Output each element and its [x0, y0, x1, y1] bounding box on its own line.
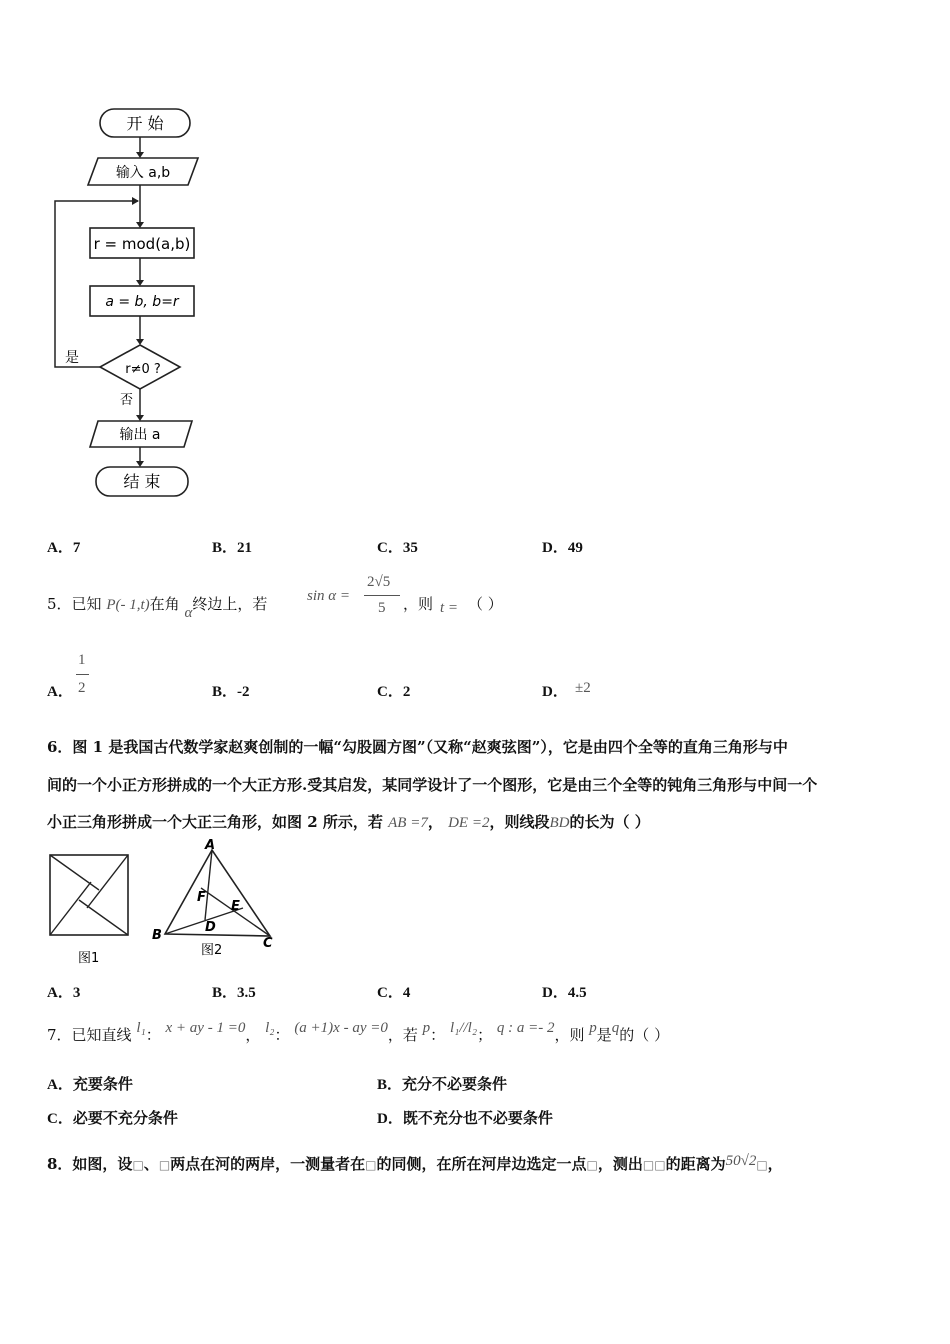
q7-option-a[interactable]: A．充要条件 — [47, 1077, 133, 1093]
q5-text: 终边上，若 — [192, 595, 268, 613]
flow-step2-label: a = b, b=r — [105, 294, 179, 310]
q4-option-c[interactable]: C．35 — [377, 540, 418, 556]
q7-text: 的（ ） — [619, 1026, 670, 1044]
flow-output-label: 输出 a — [119, 427, 161, 443]
q7-eq2: (a +1)x - ay =0 — [294, 1020, 388, 1036]
q7-text: ，则 — [554, 1026, 585, 1044]
question-5 — [47, 594, 268, 621]
fig2-point-e: E — [231, 899, 240, 914]
question-8 — [47, 1154, 783, 1175]
q5-frac-bar — [364, 595, 400, 596]
q5-then: ，则 — [403, 595, 434, 613]
figure-2 — [145, 838, 290, 963]
q6-text: 小正三角形拼成一个大正三角形，如图 2 所示，若 — [47, 813, 383, 831]
q7-q: q : a =- 2 — [496, 1020, 555, 1036]
fig2-label: 图2 — [201, 943, 223, 958]
q7-text: ， — [245, 1026, 261, 1044]
q8-missing-glyph: □ — [586, 1158, 598, 1172]
q6-line-2: 间的一个小正方形拼成的一个大正方形.受其启发，某同学设计了一个图形，它是由三个全等的钝角三角形与中间一个 — [47, 776, 818, 794]
flow-start-label: 开 始 — [126, 114, 164, 133]
q8-text: ， — [767, 1155, 783, 1173]
q5-option-c[interactable]: C．2 — [377, 684, 411, 700]
q5-opt-a-num: 1 — [78, 652, 86, 668]
fig2-point-b: B — [152, 928, 162, 943]
q5-paren: （ ） — [468, 595, 503, 613]
flow-input-label: 输入 a,b — [115, 165, 171, 181]
q5-number: 5． — [47, 595, 72, 613]
q7-l2: l₂ — [265, 1020, 275, 1036]
q8-distance: 50√2 — [725, 1153, 757, 1169]
flow-step1-label: r = mod(a,b) — [93, 235, 191, 253]
q8-missing-glyph: □ — [642, 1158, 655, 1172]
q8-missing-glyph: □ — [365, 1158, 377, 1172]
flow-no-label: 否 — [120, 393, 134, 408]
q8-text: 8．如图，设 — [47, 1155, 133, 1173]
q8-text: 、 — [143, 1155, 159, 1173]
q6-de: DE =2 — [448, 815, 490, 831]
q5-alpha: α — [184, 605, 193, 621]
q7-option-c[interactable]: C．必要不充分条件 — [47, 1111, 178, 1127]
q7-text: ； — [477, 1026, 493, 1044]
q5-text: 已知 — [71, 595, 102, 613]
q7-parallel: l₁//l₂ — [449, 1020, 478, 1036]
q6-line-1: 6．图 1 是我国古代数学家赵爽创制的一幅“勾股圆方图”（又称“赵爽弦图”），它是由四个全等的直角三角形与中 — [47, 738, 788, 756]
q5-opt-a-den: 2 — [78, 680, 86, 696]
q8-missing-glyph: □ — [158, 1158, 171, 1172]
q6-option-d[interactable]: D．4.5 — [542, 985, 587, 1001]
q5-point: P(- 1,t) — [106, 597, 150, 613]
q5-opt-d-val: ±2 — [575, 680, 591, 696]
q6-option-c[interactable]: C．4 — [377, 985, 411, 1001]
fig1-label: 图1 — [78, 951, 100, 966]
q8-missing-glyph: □ — [654, 1158, 666, 1172]
q7-q2: q — [611, 1020, 620, 1036]
q6-option-a[interactable]: A．3 — [47, 985, 81, 1001]
q6-text: ，则线段 — [489, 813, 550, 831]
q7-text: ： — [145, 1026, 161, 1044]
q5-text: 在角 — [149, 595, 180, 613]
q8-text: 两点在河的两岸，一测量者在 — [170, 1155, 366, 1173]
q7-text: 7．已知直线 — [47, 1026, 132, 1044]
q7-option-d[interactable]: D．既不充分也不必要条件 — [377, 1111, 553, 1127]
q7-p2: p — [589, 1020, 597, 1036]
fig2-point-d: D — [205, 920, 216, 935]
q8-missing-glyph: □ — [756, 1158, 768, 1172]
fig2-point-c: C — [263, 936, 273, 951]
q6-bd: BD — [549, 815, 570, 831]
q7-option-b[interactable]: B．充分不必要条件 — [377, 1077, 508, 1093]
q6-line-3 — [47, 812, 650, 833]
q5-t-eq: t = — [440, 600, 459, 616]
q6-text: 的长为（ ） — [569, 813, 650, 831]
q8-text: 的同侧，在所在河岸边选定一点 — [376, 1155, 587, 1173]
q5-frac-num: 2√5 — [367, 574, 391, 590]
flow-yes-label: 是 — [65, 350, 79, 366]
q6-ab: AB =7 — [388, 815, 428, 831]
q8-text: 的距离为 — [665, 1155, 726, 1173]
q5-sin: sin α = — [307, 588, 351, 604]
q6-text: ， — [427, 813, 443, 831]
q7-eq1: x + ay - 1 =0 — [165, 1020, 246, 1036]
q8-missing-glyph: □ — [132, 1158, 144, 1172]
q4-option-b[interactable]: B．21 — [212, 540, 253, 556]
q7-text: ，若 — [387, 1026, 418, 1044]
flow-condition-label: r≠0 ? — [125, 362, 161, 377]
q7-p: p — [422, 1020, 431, 1036]
question-7 — [47, 1020, 670, 1046]
q5-frac-den: 5 — [378, 600, 386, 616]
figure-1 — [45, 850, 135, 970]
q8-text: ，测出 — [597, 1155, 643, 1173]
q4-option-a[interactable]: A．7 — [47, 540, 81, 556]
q7-l1: l₁ — [136, 1020, 146, 1036]
q5-option-a[interactable]: A． — [47, 684, 73, 700]
q5-option-d[interactable]: D． — [542, 684, 568, 700]
q5-opt-a-bar — [76, 674, 89, 675]
fig2-point-f: F — [197, 890, 206, 905]
q4-option-d[interactable]: D．49 — [542, 540, 583, 556]
fig2-point-a: A — [205, 838, 216, 853]
flow-end-label: 结 束 — [123, 472, 161, 491]
q7-text: 是 — [596, 1026, 612, 1044]
flowchart — [40, 100, 220, 510]
q6-option-b[interactable]: B．3.5 — [212, 985, 256, 1001]
q7-text: ： — [274, 1026, 290, 1044]
q5-option-b[interactable]: B．-2 — [212, 684, 250, 700]
q7-text: ： — [430, 1026, 446, 1044]
